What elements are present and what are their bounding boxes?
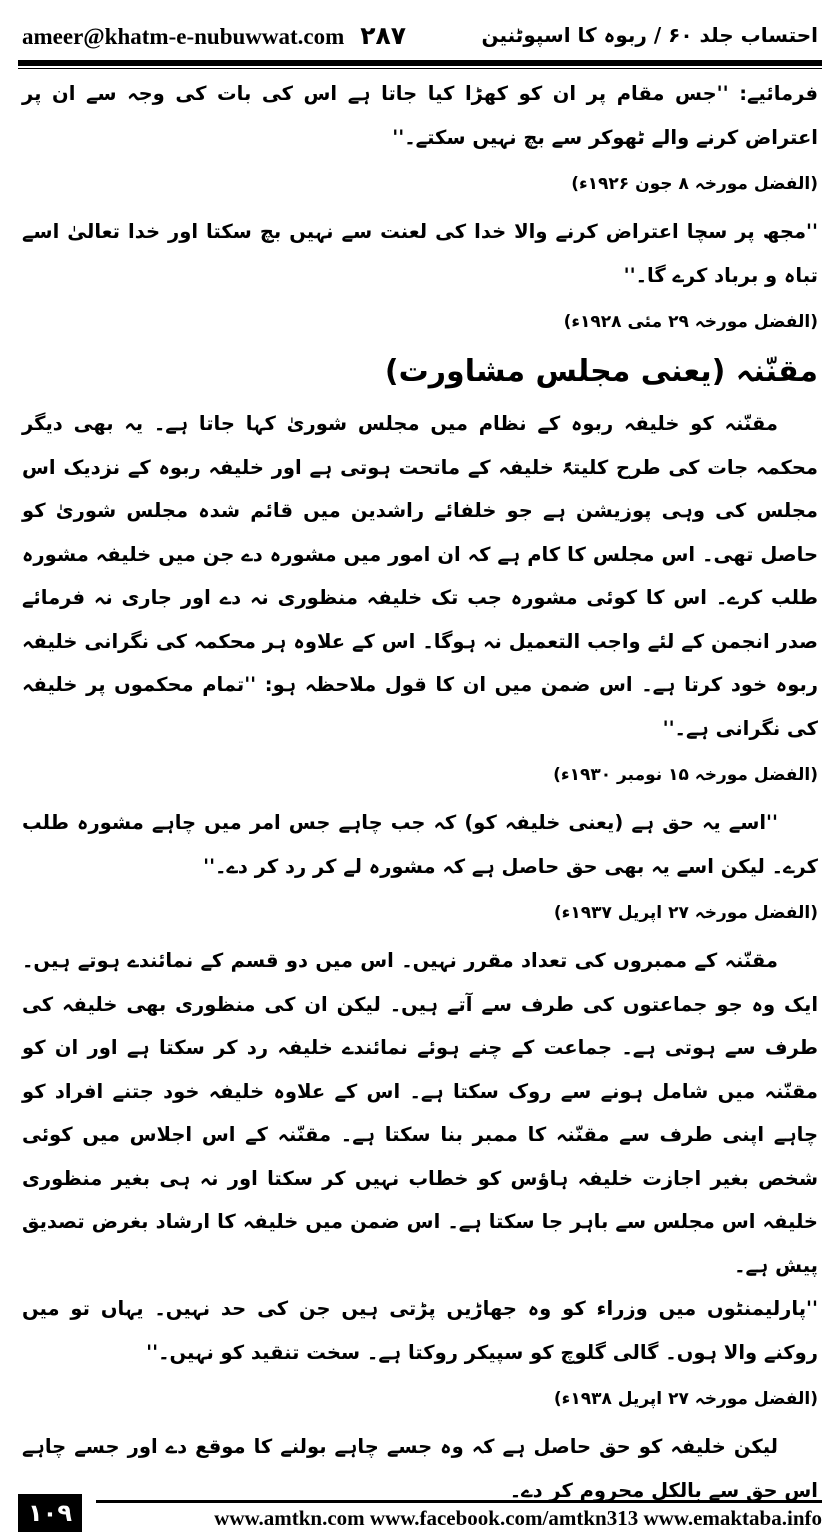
page-footer bbox=[18, 1494, 822, 1534]
paragraph-6-text: ''پارلیمنٹوں میں وزراء کو وہ جھاڑیں پڑتی ہیں جن کی حد نہیں۔ یہاں تو میں روکنے والا ہوں۔ گالی گلوچ کو سپیکر روکتا ہے۔ سخت تنقید کو نہیں۔'' bbox=[22, 1297, 818, 1364]
paragraph-4-text: ''اسے یہ حق ہے (یعنی خلیفہ کو) کہ جب چاہے جس امر میں چاہے مشورہ طلب کرے۔ لیکن اسے یہ بھی حق حاصل ہے کہ مشورہ لے کر رد کر دے۔'' bbox=[22, 811, 818, 878]
page-header bbox=[22, 14, 818, 56]
header-book-title: احتساب جلد ۶۰ / ربوہ کا اسپوٹنین bbox=[481, 23, 818, 47]
footer-rule bbox=[96, 1500, 822, 1503]
citation-6: (الفضل مورخہ ۲۷ اپریل ۱۹۳۸ء) bbox=[553, 1389, 818, 1409]
header-rule bbox=[18, 60, 822, 69]
header-page-number: ۲۸۷ bbox=[360, 20, 407, 50]
paragraph-1 bbox=[22, 72, 818, 159]
footer-links: www.amtkn.com www.facebook.com/amtkn313 www.emaktaba.info bbox=[214, 1506, 822, 1530]
paragraph-1-text: فرمائیے: ''جس مقام پر ان کو کھڑا کیا جاتا ہے اس کی بات کی وجہ سے ان پر اعتراض کرنے والے ٹھوکر سے بچ نہیں سکتے۔'' bbox=[22, 82, 818, 149]
header-email: ameer@khatm-e-nubuwwat.com bbox=[22, 23, 345, 49]
paragraph-3-text: مقنّنہ کو خلیفہ ربوہ کے نظام میں مجلس شوریٰ کہا جاتا ہے۔ یہ بھی دیگر محکمہ جات کی طرح کلیتہً خلیفہ کے ماتحت ہوتی ہے اور خلیفہ ربوہ کے نزدیک اس مجلس کی وہی پوزیشن ہے جو خلفائے راشدین میں قائم شدہ مجلس شوریٰ کو حاصل تھی۔ اس مجلس کا کام ہے کہ ان امور میں مشورہ دے جن میں خلیفہ مشورہ طلب کرے۔ اس کا کوئی مشورہ جب تک خلیفہ منظوری نہ دے اور جاری نہ فرمائے صدر انجمن کے لئے واجب التعمیل نہ ہوگا۔ اس کے علاوہ ہر محکمہ کی نگرانی خلیفہ ربوہ خود کرتا ہے۔ اس ضمن میں ان کا قول ملاحظہ ہو: ''تمام محکموں پر خلیفہ کی نگرانی ہے۔'' bbox=[22, 412, 818, 740]
paragraph-7-text: لیکن خلیفہ کو حق حاصل ہے کہ وہ جسے چاہے بولنے کا موقع دے اور جسے چاہے اس حق سے بالکل محروم کر دے۔ bbox=[22, 1435, 818, 1502]
header-left bbox=[22, 21, 406, 50]
citation-3: (الفضل مورخہ ۱۵ نومبر ۱۹۳۰ء) bbox=[553, 765, 818, 785]
citation-2: (الفضل مورخہ ۲۹ مئی ۱۹۲۸ء) bbox=[563, 312, 818, 332]
citation-4: (الفضل مورخہ ۲۷ اپریل ۱۹۳۷ء) bbox=[553, 903, 818, 923]
footer-page-number: ۱۰۹ bbox=[18, 1494, 82, 1532]
section-heading: مقنّنہ (یعنی مجلس مشاورت) bbox=[384, 354, 818, 389]
paragraph-2-text: ''مجھ پر سچا اعتراض کرنے والا خدا کی لعنت سے نہیں بچ سکتا اور خدا تعالیٰ اسے تباہ و برباد کرے گا۔'' bbox=[22, 220, 818, 287]
citation-1: (الفضل مورخہ ۸ جون ۱۹۲۶ء) bbox=[571, 174, 818, 194]
page-content bbox=[22, 72, 818, 1512]
paragraph-5-text: مقنّنہ کے ممبروں کی تعداد مقرر نہیں۔ اس میں دو قسم کے نمائندے ہوتے ہیں۔ ایک وہ جو جماعتوں کی طرف سے آتے ہیں۔ لیکن ان کی منظوری بھی خلیفہ کی طرف سے ہوتی ہے۔ جماعت کے چنے ہوئے نمائندے خلیفہ رد کر سکتا ہے اور ان کو مقنّنہ میں شامل ہونے سے روک سکتا ہے۔ اس کے علاوہ خلیفہ خود جتنے افراد کو چاہے اپنی طرف سے مقنّنہ کا ممبر بنا سکتا ہے۔ مقنّنہ کے اس اجلاس میں کوئی شخص بغیر اجازت خلیفہ ہاؤس کو خطاب نہیں کر سکتا اور نہ ہی بغیر منظوری خلیفہ اس مجلس سے باہر جا سکتا ہے۔ اس ضمن میں خلیفہ کا ارشاد بغرض تصدیق پیش ہے۔ bbox=[22, 949, 818, 1277]
